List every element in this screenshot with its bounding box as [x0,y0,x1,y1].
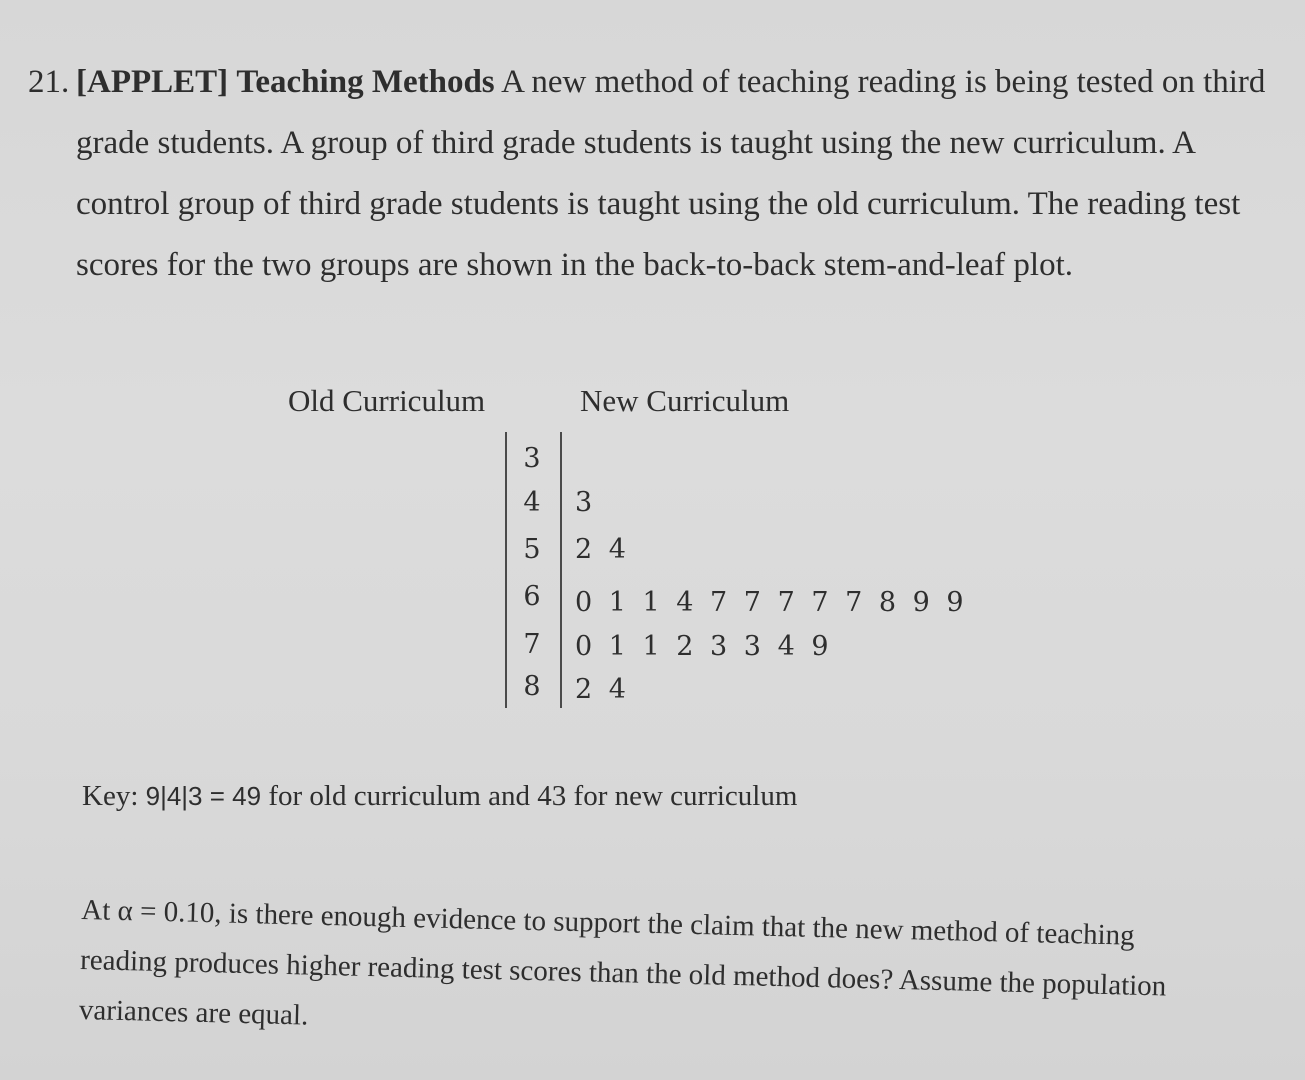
right-divider-line [560,432,562,708]
stem-6: 6 [523,581,541,612]
stem-4: 4 [523,487,541,518]
key-suffix: for old curriculum and 43 for new curriculum [268,780,798,812]
old-curriculum-label: Old Curriculum [288,383,486,418]
problem-text: A new method of teaching reading is being tested on third grade students. A group of third grade students is taught using the new curriculum. A control group of third grade students is taught using the old curriculum. The reading test scores for the two groups are shown in the back-to-back stem-and-leaf plot. [76,64,1266,283]
stem-8: 8 [523,671,541,702]
left-divider-line [505,432,507,708]
problem-body [76,52,1283,296]
stem-7: 7 [523,629,541,660]
problem-statement [28,52,1283,296]
question-text: At α = 0.10, is there enough evidence to support the claim that the new method of teaching reading produces higher reading test scores than the old method does? Assume the population variances are equal. [78,893,1167,1032]
key-example: 9|4|3 = 49 [145,781,262,811]
new-leaves-row-5: 2 4 [575,534,626,565]
problem-number: 21. [28,64,70,100]
stem-5: 5 [523,534,541,565]
applet-tag: [APPLET] [76,64,229,100]
stem-3: 3 [523,443,541,474]
new-leaves-row-6: 0 1 1 4 7 7 7 7 7 8 9 9 [575,587,964,618]
new-leaves-row-4: 3 [575,487,593,518]
key-prefix: Key: [82,780,139,812]
new-leaves-row-7: 0 1 1 2 3 3 4 9 [575,631,829,662]
new-curriculum-label: New Curriculum [580,383,790,418]
plot-key [82,780,797,813]
new-leaves-row-8: 2 4 [575,674,626,705]
problem-title: Teaching Methods [236,64,495,100]
